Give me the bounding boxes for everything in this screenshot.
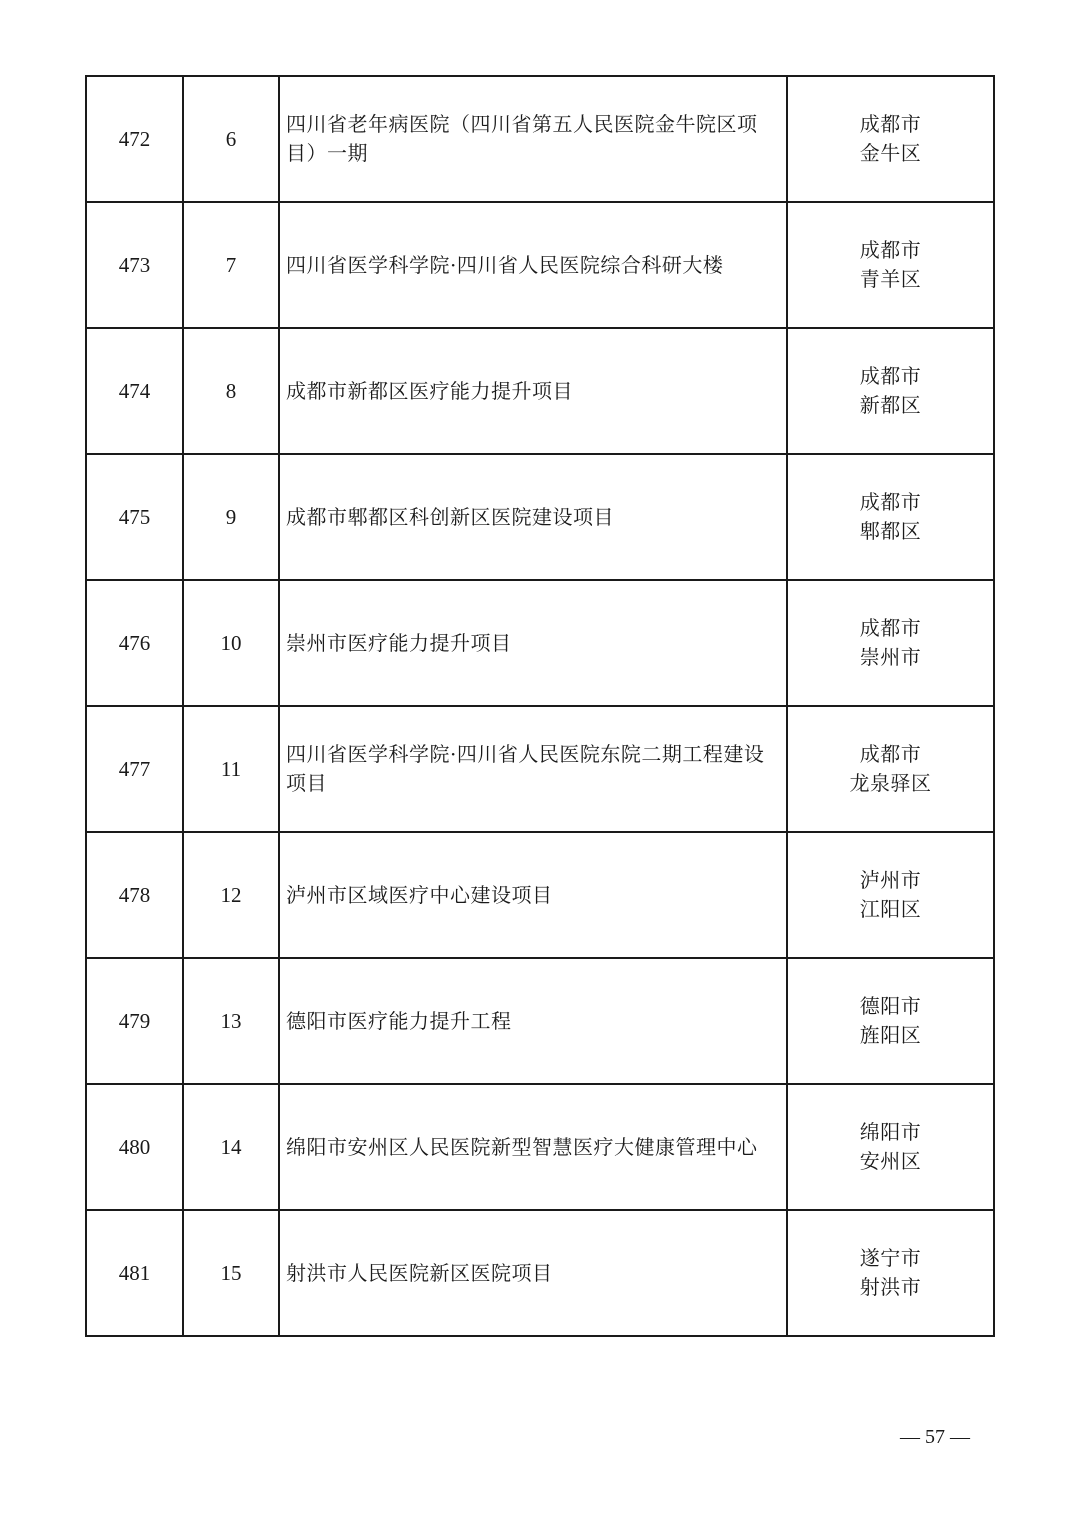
seq-cell: 476 bbox=[86, 580, 183, 706]
table-row bbox=[86, 832, 994, 958]
project-table bbox=[85, 75, 995, 1337]
table-row bbox=[86, 454, 994, 580]
location-cell bbox=[787, 1210, 994, 1336]
sub-seq-cell: 15 bbox=[183, 1210, 279, 1336]
table-row bbox=[86, 706, 994, 832]
seq-cell: 481 bbox=[86, 1210, 183, 1336]
project-name-cell: 成都市新都区医疗能力提升项目 bbox=[279, 328, 787, 454]
project-name-cell: 德阳市医疗能力提升工程 bbox=[279, 958, 787, 1084]
location-cell bbox=[787, 76, 994, 202]
district-text: 金牛区 bbox=[859, 141, 922, 165]
city-text: 绵阳市 bbox=[859, 1120, 922, 1144]
seq-cell: 480 bbox=[86, 1084, 183, 1210]
table-row bbox=[86, 202, 994, 328]
project-name-cell: 泸州市区域医疗中心建设项目 bbox=[279, 832, 787, 958]
city-text: 成都市 bbox=[859, 364, 922, 388]
location-cell bbox=[787, 832, 994, 958]
location-cell bbox=[787, 580, 994, 706]
location-cell bbox=[787, 958, 994, 1084]
district-text: 旌阳区 bbox=[859, 1023, 922, 1047]
city-text: 遂宁市 bbox=[859, 1246, 922, 1270]
seq-cell: 478 bbox=[86, 832, 183, 958]
city-text: 成都市 bbox=[859, 490, 922, 514]
table-row bbox=[86, 1210, 994, 1336]
project-name-cell: 四川省医学科学院·四川省人民医院东院二期工程建设项目 bbox=[279, 706, 787, 832]
project-name-cell: 绵阳市安州区人民医院新型智慧医疗大健康管理中心 bbox=[279, 1084, 787, 1210]
city-text: 泸州市 bbox=[859, 868, 922, 892]
district-text: 郫都区 bbox=[859, 519, 922, 543]
city-text: 德阳市 bbox=[859, 994, 922, 1018]
city-text: 成都市 bbox=[859, 742, 922, 766]
page-number: — 57 — bbox=[900, 1426, 970, 1448]
table-row bbox=[86, 958, 994, 1084]
city-text: 成都市 bbox=[859, 112, 922, 136]
sub-seq-cell: 6 bbox=[183, 76, 279, 202]
project-name-cell: 射洪市人民医院新区医院项目 bbox=[279, 1210, 787, 1336]
table-row bbox=[86, 1084, 994, 1210]
sub-seq-cell: 10 bbox=[183, 580, 279, 706]
sub-seq-cell: 12 bbox=[183, 832, 279, 958]
district-text: 龙泉驿区 bbox=[849, 771, 932, 795]
project-name-cell: 成都市郫都区科创新区医院建设项目 bbox=[279, 454, 787, 580]
district-text: 射洪市 bbox=[859, 1275, 922, 1299]
district-text: 安州区 bbox=[859, 1149, 922, 1173]
project-name-cell: 四川省老年病医院（四川省第五人民医院金牛院区项目）一期 bbox=[279, 76, 787, 202]
seq-cell: 472 bbox=[86, 76, 183, 202]
district-text: 崇州市 bbox=[859, 645, 922, 669]
sub-seq-cell: 13 bbox=[183, 958, 279, 1084]
table-row bbox=[86, 580, 994, 706]
location-cell bbox=[787, 202, 994, 328]
location-cell bbox=[787, 1084, 994, 1210]
sub-seq-cell: 9 bbox=[183, 454, 279, 580]
seq-cell: 479 bbox=[86, 958, 183, 1084]
table-row bbox=[86, 328, 994, 454]
seq-cell: 473 bbox=[86, 202, 183, 328]
location-cell bbox=[787, 454, 994, 580]
seq-cell: 474 bbox=[86, 328, 183, 454]
sub-seq-cell: 8 bbox=[183, 328, 279, 454]
project-name-cell: 崇州市医疗能力提升项目 bbox=[279, 580, 787, 706]
city-text: 成都市 bbox=[859, 616, 922, 640]
location-cell bbox=[787, 328, 994, 454]
district-text: 青羊区 bbox=[859, 267, 922, 291]
sub-seq-cell: 14 bbox=[183, 1084, 279, 1210]
project-name-cell: 四川省医学科学院·四川省人民医院综合科研大楼 bbox=[279, 202, 787, 328]
seq-cell: 477 bbox=[86, 706, 183, 832]
sub-seq-cell: 7 bbox=[183, 202, 279, 328]
location-cell bbox=[787, 706, 994, 832]
district-text: 新都区 bbox=[859, 393, 922, 417]
sub-seq-cell: 11 bbox=[183, 706, 279, 832]
table-row bbox=[86, 76, 994, 202]
seq-cell: 475 bbox=[86, 454, 183, 580]
city-text: 成都市 bbox=[859, 238, 922, 262]
district-text: 江阳区 bbox=[859, 897, 922, 921]
